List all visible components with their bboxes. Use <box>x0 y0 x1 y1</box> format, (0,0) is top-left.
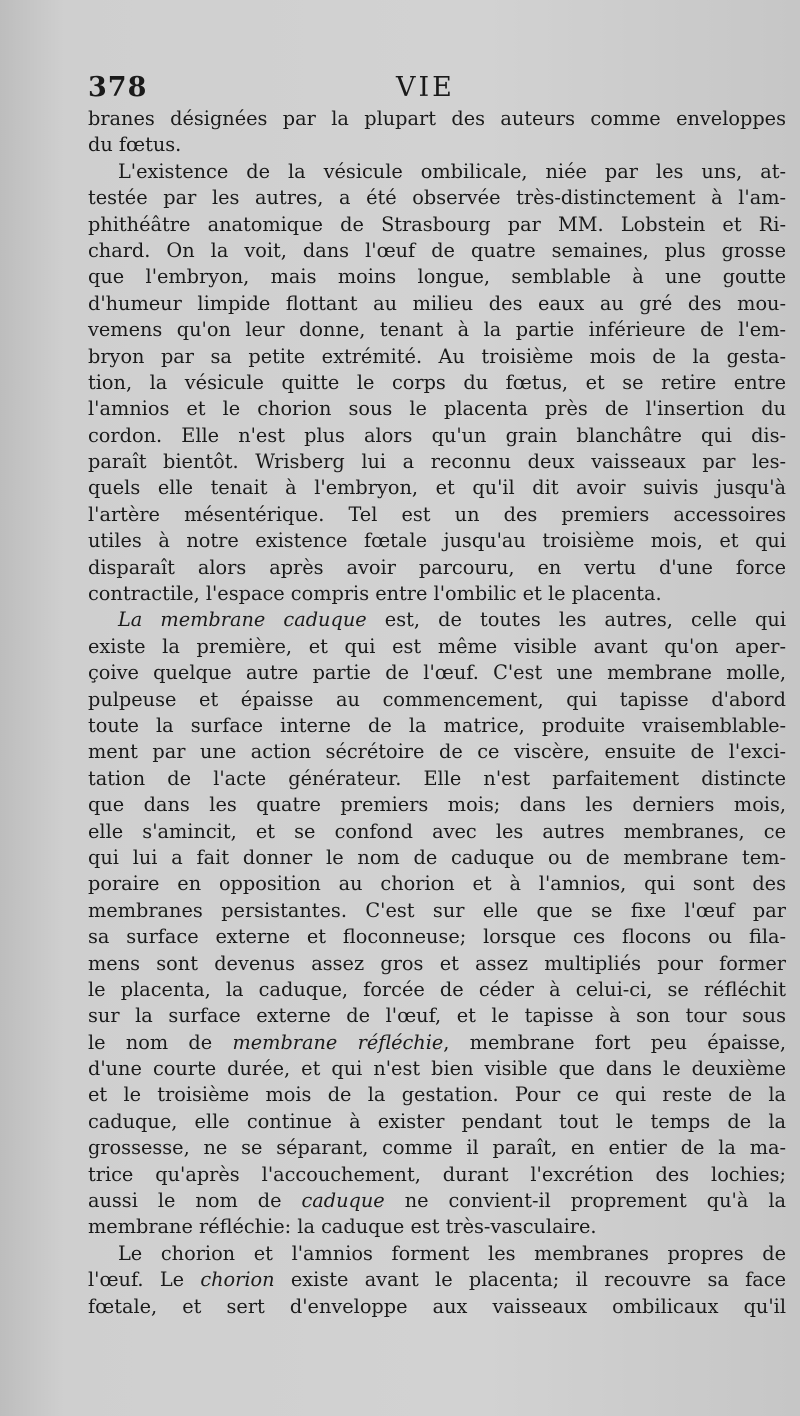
text-span: chard. On la voit, dans l'œuf de quatre semaines, plus grosse <box>88 238 786 262</box>
text-line <box>88 291 786 317</box>
text-span: tion, la vésicule quitte le corps du fœtus, et se retire entre <box>88 370 786 394</box>
text-span: d'humeur limpide flottant au milieu des eaux au gré des mou- <box>88 291 786 315</box>
italic-term: caduque <box>301 1189 385 1213</box>
text-line <box>88 185 786 211</box>
text-span: l'œuf. Le <box>88 1268 201 1292</box>
text-span: contractile, l'espace compris entre l'ombilic et le placenta. <box>88 582 662 606</box>
text-line <box>88 344 786 370</box>
text-line <box>88 1082 786 1108</box>
text-span: , membrane fort peu épaisse, <box>443 1030 786 1054</box>
italic-term: La membrane caduque <box>118 608 367 632</box>
italic-term: chorion <box>200 1268 275 1292</box>
text-line <box>88 1214 786 1240</box>
page-number: 378 <box>88 72 148 103</box>
text-line <box>88 449 786 475</box>
text-line <box>88 713 786 739</box>
text-line <box>88 634 786 660</box>
text-line <box>88 660 786 686</box>
text-span: Le chorion et l'amnios forment les membranes propres de <box>118 1241 786 1265</box>
text-span: bryon par sa petite extrémité. Au troisième mois de la gesta- <box>88 344 786 368</box>
text-span: existe la première, et qui est même visible avant qu'on aper- <box>88 634 786 658</box>
text-line <box>88 264 786 290</box>
text-span: et le troisième mois de la gestation. Pour ce qui reste de la <box>88 1083 786 1107</box>
text-line <box>88 528 786 554</box>
italic-term: membrane réfléchie <box>232 1030 444 1054</box>
text-line <box>88 1241 786 1267</box>
text-span: tation de l'acte générateur. Elle n'est parfaitement distincte <box>88 766 786 790</box>
text-span: phithéâtre anatomique de Strasbourg par MM. Lobstein et Ri- <box>88 212 786 236</box>
text-line <box>88 212 786 238</box>
text-line <box>88 1030 786 1056</box>
text-line <box>88 819 786 845</box>
text-span: cordon. Elle n'est plus alors qu'un grain blanchâtre qui dis- <box>88 423 786 447</box>
text-span: utiles à notre existence fœtale jusqu'au troisième mois, et qui <box>88 529 786 553</box>
text-line <box>88 898 786 924</box>
text-span: membrane réfléchie: la caduque est très-vasculaire. <box>88 1215 597 1239</box>
text-span: testée par les autres, a été observée très-distinctement à l'am- <box>88 186 786 210</box>
text-line <box>88 1162 786 1188</box>
text-span: membranes persistantes. C'est sur elle que se fixe l'œuf par <box>88 898 786 922</box>
text-line <box>88 977 786 1003</box>
text-span: sur la surface externe de l'œuf, et le tapisse à son tour sous <box>88 1004 786 1028</box>
text-span: du fœtus. <box>88 133 182 157</box>
text-span: quels elle tenait à l'embryon, et qu'il dit avoir suivis jusqu'à <box>88 476 786 500</box>
text-span: ne convient-il proprement qu'à la <box>384 1189 786 1213</box>
text-span: grossesse, ne se séparant, comme il paraît, en entier de la ma- <box>88 1136 786 1160</box>
text-span: l'amnios et le chorion sous le placenta près de l'insertion du <box>88 397 786 421</box>
text-line <box>88 555 786 581</box>
text-span: sa surface externe et floconneuse; lorsque ces flocons ou fila- <box>88 925 786 949</box>
text-line <box>88 792 786 818</box>
text-span: ment par une action sécrétoire de ce viscère, ensuite de l'exci- <box>88 740 786 764</box>
text-span: poraire en opposition au chorion et à l'amnios, qui sont des <box>88 872 786 896</box>
text-line <box>88 581 786 607</box>
text-span: pulpeuse et épaisse au commencement, qui tapisse d'abord <box>88 687 786 711</box>
text-span: le placenta, la caduque, forcée de céder à celui-ci, se réfléchit <box>88 977 786 1001</box>
text-line <box>88 871 786 897</box>
text-line <box>88 370 786 396</box>
text-line <box>88 607 786 633</box>
text-span: L'existence de la vésicule ombilicale, niée par les uns, at- <box>118 159 786 183</box>
text-span: paraît bientôt. Wrisberg lui a reconnu deux vaisseaux par les- <box>88 450 786 474</box>
text-span: elle s'amincit, et se confond avec les autres membranes, ce <box>88 819 786 843</box>
running-title: VIE <box>396 72 455 103</box>
text-span: aussi le nom de <box>88 1189 302 1213</box>
text-span: est, de toutes les autres, celle qui <box>366 608 786 632</box>
text-span: existe avant le placenta; il recouvre sa face <box>274 1268 787 1292</box>
text-line <box>88 739 786 765</box>
text-line <box>88 1056 786 1082</box>
text-line <box>88 845 786 871</box>
text-span: le nom de <box>88 1030 233 1054</box>
text-span: trice qu'après l'accouchement, durant l'excrétion des lochies; <box>88 1162 786 1186</box>
text-span: çoive quelque autre partie de l'œuf. C'est une membrane molle, <box>88 661 786 685</box>
text-line <box>88 423 786 449</box>
text-line <box>88 924 786 950</box>
text-span: fœtale, et sert d'enveloppe aux vaisseaux ombilicaux qu'il <box>88 1294 786 1318</box>
text-line <box>88 1188 786 1214</box>
text-span: disparaît alors après avoir parcouru, en vertu d'une force <box>88 555 786 579</box>
text-span: que dans les quatre premiers mois; dans les derniers mois, <box>88 793 786 817</box>
text-line <box>88 687 786 713</box>
text-span: vemens qu'on leur donne, tenant à la partie inférieure de l'em- <box>88 318 786 342</box>
text-span: branes désignées par la plupart des auteurs comme enveloppes <box>88 107 786 130</box>
text-span: caduque, elle continue à exister pendant tout le temps de la <box>88 1109 786 1133</box>
text-span: que l'embryon, mais moins longue, semblable à une goutte <box>88 265 786 289</box>
text-span: mens sont devenus assez gros et assez multipliés pour former <box>88 951 786 975</box>
text-line <box>88 132 786 158</box>
text-line <box>88 106 786 132</box>
text-line <box>88 238 786 264</box>
page-header <box>88 72 788 108</box>
text-line <box>88 1294 786 1320</box>
text-span: toute la surface interne de la matrice, produite vraisemblable- <box>88 713 786 737</box>
text-line <box>88 502 786 528</box>
text-line <box>88 317 786 343</box>
text-line <box>88 766 786 792</box>
text-span: l'artère mésentérique. Tel est un des premiers accessoires <box>88 502 786 526</box>
text-span: qui lui a fait donner le nom de caduque ou de membrane tem- <box>88 845 786 869</box>
text-span: d'une courte durée, et qui n'est bien visible que dans le deuxième <box>88 1057 786 1081</box>
text-line <box>88 159 786 185</box>
text-line <box>88 1109 786 1135</box>
text-line <box>88 475 786 501</box>
text-line <box>88 1267 786 1293</box>
text-line <box>88 1003 786 1029</box>
text-line <box>88 951 786 977</box>
body-text <box>88 106 786 1320</box>
text-line <box>88 1135 786 1161</box>
text-line <box>88 396 786 422</box>
